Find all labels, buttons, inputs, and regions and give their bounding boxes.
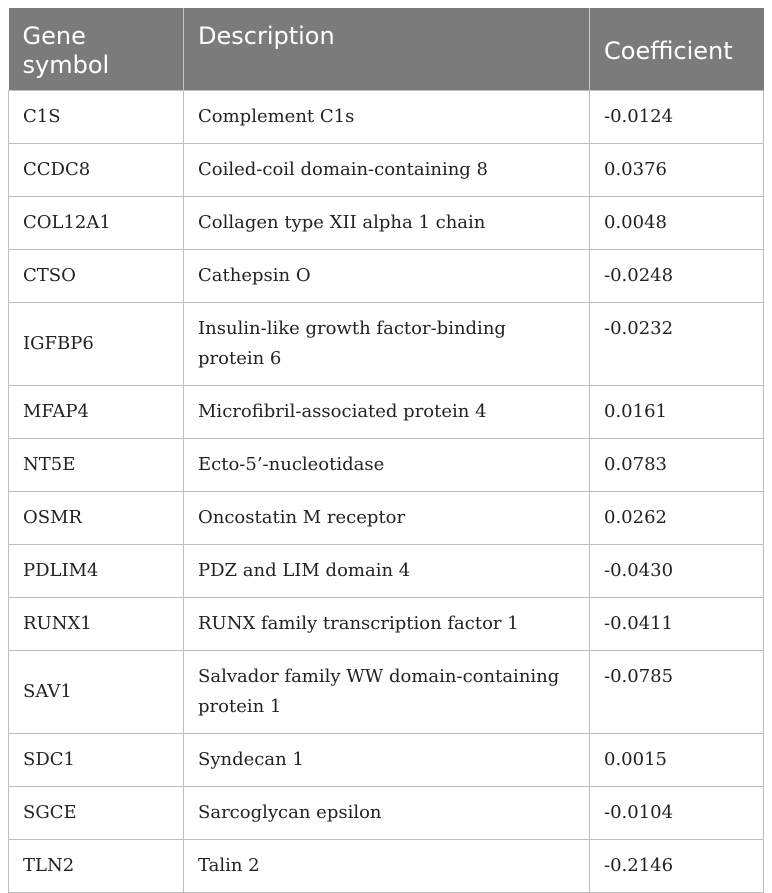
description-cell: Sarcoglycan epsilon [184,787,590,840]
description-cell: Insulin-like growth factor-binding protein 6 [184,303,590,386]
table-body [9,91,764,893]
data-table [8,8,764,893]
header-row [9,8,764,91]
gene-symbol-cell: COL12A1 [9,197,184,250]
table-row [9,734,764,787]
gene-symbol-cell: TLN2 [9,840,184,893]
coefficient-cell: 0.0048 [590,197,764,250]
gene-symbol-cell: SAV1 [9,651,184,734]
gene-symbol-cell: OSMR [9,492,184,545]
table-row [9,250,764,303]
gene-symbol-cell: SDC1 [9,734,184,787]
description-cell: Microfibril-associated protein 4 [184,386,590,439]
gene-symbol-cell: SGCE [9,787,184,840]
coefficient-cell: -0.0104 [590,787,764,840]
coefficient-cell: 0.0161 [590,386,764,439]
coefficient-cell: 0.0015 [590,734,764,787]
gene-symbol-cell: CTSO [9,250,184,303]
table-row [9,787,764,840]
table-header [9,8,764,91]
gene-symbol-cell: PDLIM4 [9,545,184,598]
gene-symbol-cell: IGFBP6 [9,303,184,386]
coefficient-cell: 0.0376 [590,144,764,197]
description-cell: Cathepsin O [184,250,590,303]
description-cell: Complement C1s [184,91,590,144]
gene-symbol-cell: C1S [9,91,184,144]
gene-symbol-cell: RUNX1 [9,598,184,651]
table-row [9,144,764,197]
description-cell: Coiled-coil domain-containing 8 [184,144,590,197]
description-cell: Talin 2 [184,840,590,893]
coefficient-cell: -0.0248 [590,250,764,303]
table-row [9,545,764,598]
gene-symbol-cell: CCDC8 [9,144,184,197]
coefficient-cell: -0.2146 [590,840,764,893]
table-row [9,651,764,734]
coefficient-cell: -0.0124 [590,91,764,144]
table-row [9,197,764,250]
table-row [9,386,764,439]
table-row [9,598,764,651]
table-row [9,91,764,144]
description-cell: Salvador family WW domain-containing protein 1 [184,651,590,734]
coefficient-cell: -0.0430 [590,545,764,598]
coefficient-cell: 0.0783 [590,439,764,492]
coefficient-cell: -0.0785 [590,651,764,734]
gene-symbol-cell: NT5E [9,439,184,492]
header-coefficient: Coefficient [590,8,764,91]
coefficient-cell: -0.0232 [590,303,764,386]
table-row [9,439,764,492]
header-description: Description [184,8,590,91]
table-row [9,840,764,893]
description-cell: RUNX family transcription factor 1 [184,598,590,651]
description-cell: Syndecan 1 [184,734,590,787]
gene-coefficient-table [8,8,763,893]
table-row [9,303,764,386]
gene-symbol-cell: MFAP4 [9,386,184,439]
description-cell: Collagen type XII alpha 1 chain [184,197,590,250]
coefficient-cell: -0.0411 [590,598,764,651]
description-cell: Ecto-5’-nucleotidase [184,439,590,492]
description-cell: PDZ and LIM domain 4 [184,545,590,598]
coefficient-cell: 0.0262 [590,492,764,545]
header-gene-symbol: Gene symbol [9,8,184,91]
table-row [9,492,764,545]
description-cell: Oncostatin M receptor [184,492,590,545]
